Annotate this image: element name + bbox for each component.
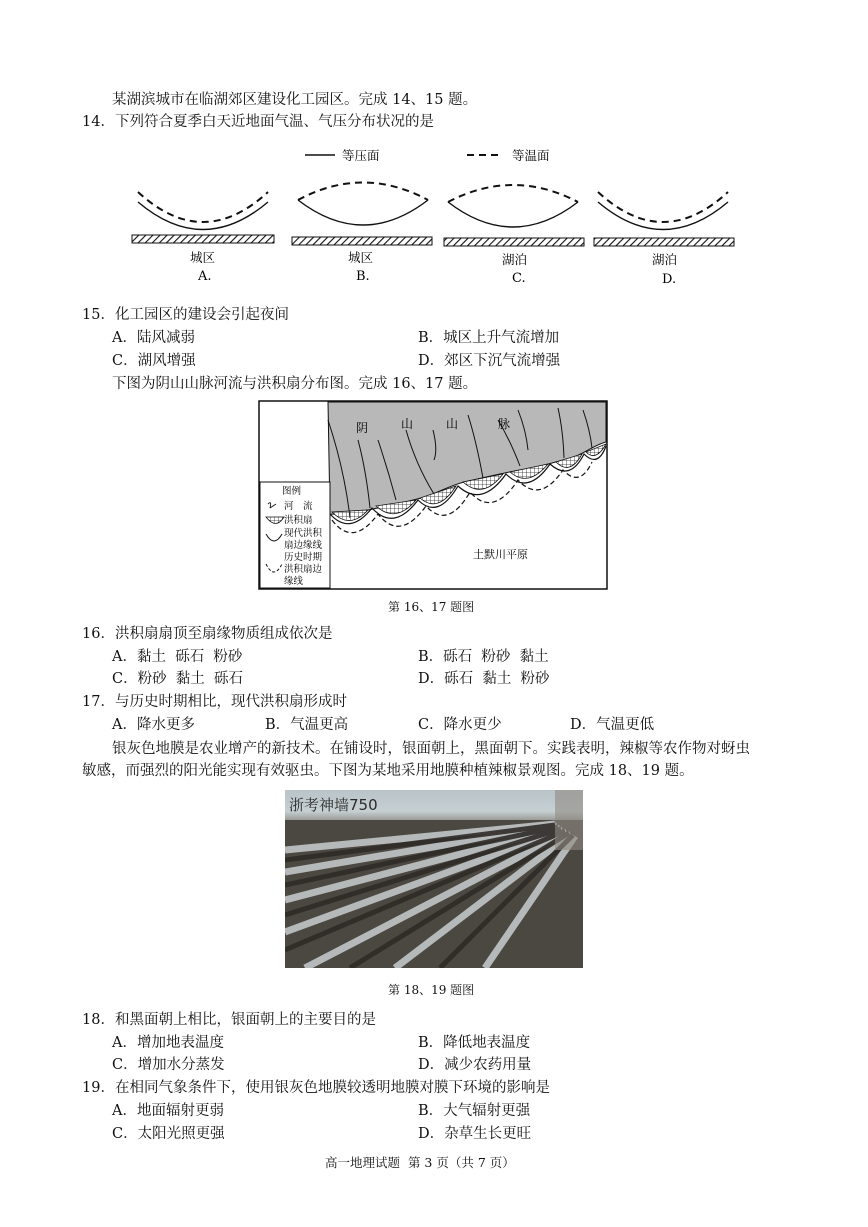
q19-option-c[interactable]: C．太阳光照更强 [112, 1126, 225, 1142]
legend-historic-3: 缘线 [284, 576, 304, 587]
diagram-a-place: 城区 [190, 250, 216, 265]
q17-stem: 17．与历史时期相比，现代洪积扇形成时 [82, 694, 347, 710]
q14-stem: 14．下列符合夏季白天近地面气温、气压分布状况的是 [82, 114, 434, 130]
diagram-d-letter: D. [662, 272, 677, 287]
intro-18-19-line2: 敏感，而强烈的阳光能实现有效驱虫。下图为某地采用地膜种植辣椒景观图。完成 18、19 题。 [82, 763, 694, 779]
mountain-char-3: 山 [446, 417, 459, 431]
alluvial-fan-map [258, 400, 608, 590]
q18-option-c[interactable]: C．增加水分蒸发 [112, 1057, 225, 1073]
diagram-b [292, 183, 432, 285]
diagram-a-letter: A. [198, 269, 212, 284]
intro-16-17: 下图为阴山山脉河流与洪积扇分布图。完成 16、17 题。 [112, 376, 478, 392]
q17-option-a[interactable]: A．降水更多 [112, 717, 195, 733]
intro-18-19-line1: 银灰色地膜是农业增产的新技术。在铺设时，银面朝上，黑面朝下。实践表明，辣椒等农作物对蚜虫 [112, 741, 750, 757]
q19-option-b[interactable]: B．大气辐射更强 [418, 1103, 531, 1119]
legend-modern-2: 扇边缘线 [284, 540, 323, 551]
legend-historic-1: 历史时期 [284, 552, 323, 563]
diagram-d [594, 192, 734, 287]
legend-historic-2: 洪积扇边 [284, 564, 323, 575]
mountain-char-4: 脉 [498, 417, 511, 431]
legend-river: 河 流 [284, 501, 313, 512]
q16-option-b[interactable]: B．砾石 粉砂 黏土 [418, 649, 549, 665]
q17-option-c[interactable]: C．降水更少 [418, 717, 502, 733]
q15-option-a[interactable]: A．陆风减弱 [112, 330, 195, 346]
q18-option-d[interactable]: D．减少农药用量 [418, 1057, 532, 1073]
plain-label: 土默川平原 [473, 548, 528, 561]
q15-option-b[interactable]: B．城区上升气流增加 [418, 330, 560, 346]
legend-title: 图例 [282, 486, 302, 497]
mountain-char-2: 山 [401, 417, 414, 431]
map-caption: 第 16、17 题图 [388, 600, 475, 614]
diagram-b-place: 城区 [348, 250, 374, 265]
q15-option-c[interactable]: C．湖风增强 [112, 353, 196, 369]
diagram-c-letter: C. [512, 271, 526, 286]
diagram-a [132, 192, 274, 284]
q16-option-d[interactable]: D．砾石 黏土 粉砂 [418, 671, 550, 687]
diagram-b-letter: B. [356, 269, 370, 284]
q18-option-a[interactable]: A．增加地表温度 [112, 1035, 224, 1051]
q19-option-d[interactable]: D．杂草生长更旺 [418, 1126, 532, 1142]
q16-stem: 16．洪积扇扇顶至扇缘物质组成依次是 [82, 626, 333, 642]
photo-watermark: 浙考神墙750 [289, 796, 378, 814]
page-footer: 高一地理试题 第 3 页（共 7 页） [325, 1155, 515, 1170]
q14-diagram-figure [120, 140, 750, 290]
diagram-c [444, 185, 584, 286]
q17-option-d[interactable]: D．气温更低 [570, 717, 655, 733]
q19-stem: 19．在相同气象条件下，使用银灰色地膜较透明地膜对膜下环境的影响是 [82, 1080, 550, 1096]
photo-caption: 第 18、19 题图 [388, 983, 475, 997]
q17-option-b[interactable]: B．气温更高 [265, 717, 349, 733]
legend-isobar-label: 等压面 [342, 148, 380, 163]
diagram-c-place: 湖泊 [502, 252, 528, 267]
q18-option-b[interactable]: B．降低地表温度 [418, 1035, 531, 1051]
mountain-char-1: 阴 [356, 421, 369, 435]
legend-fan: 洪积扇 [284, 515, 313, 526]
q19-option-a[interactable]: A．地面辐射更弱 [112, 1103, 224, 1119]
mulch-field-photo [285, 790, 583, 968]
legend-isotherm-label: 等温面 [512, 148, 550, 163]
q18-stem: 18．和黑面朝上相比，银面朝上的主要目的是 [82, 1012, 376, 1028]
legend-modern-1: 现代洪积 [284, 528, 323, 539]
q16-option-a[interactable]: A．黏土 砾石 粉砂 [112, 649, 243, 665]
q15-option-d[interactable]: D．郊区下沉气流增强 [418, 353, 561, 369]
q16-option-c[interactable]: C．粉砂 黏土 砾石 [112, 671, 244, 687]
q15-stem: 15．化工园区的建设会引起夜间 [82, 307, 289, 323]
intro-14-15: 某湖滨城市在临湖郊区建设化工园区。完成 14、15 题。 [112, 92, 478, 108]
diagram-d-place: 湖泊 [652, 252, 678, 267]
